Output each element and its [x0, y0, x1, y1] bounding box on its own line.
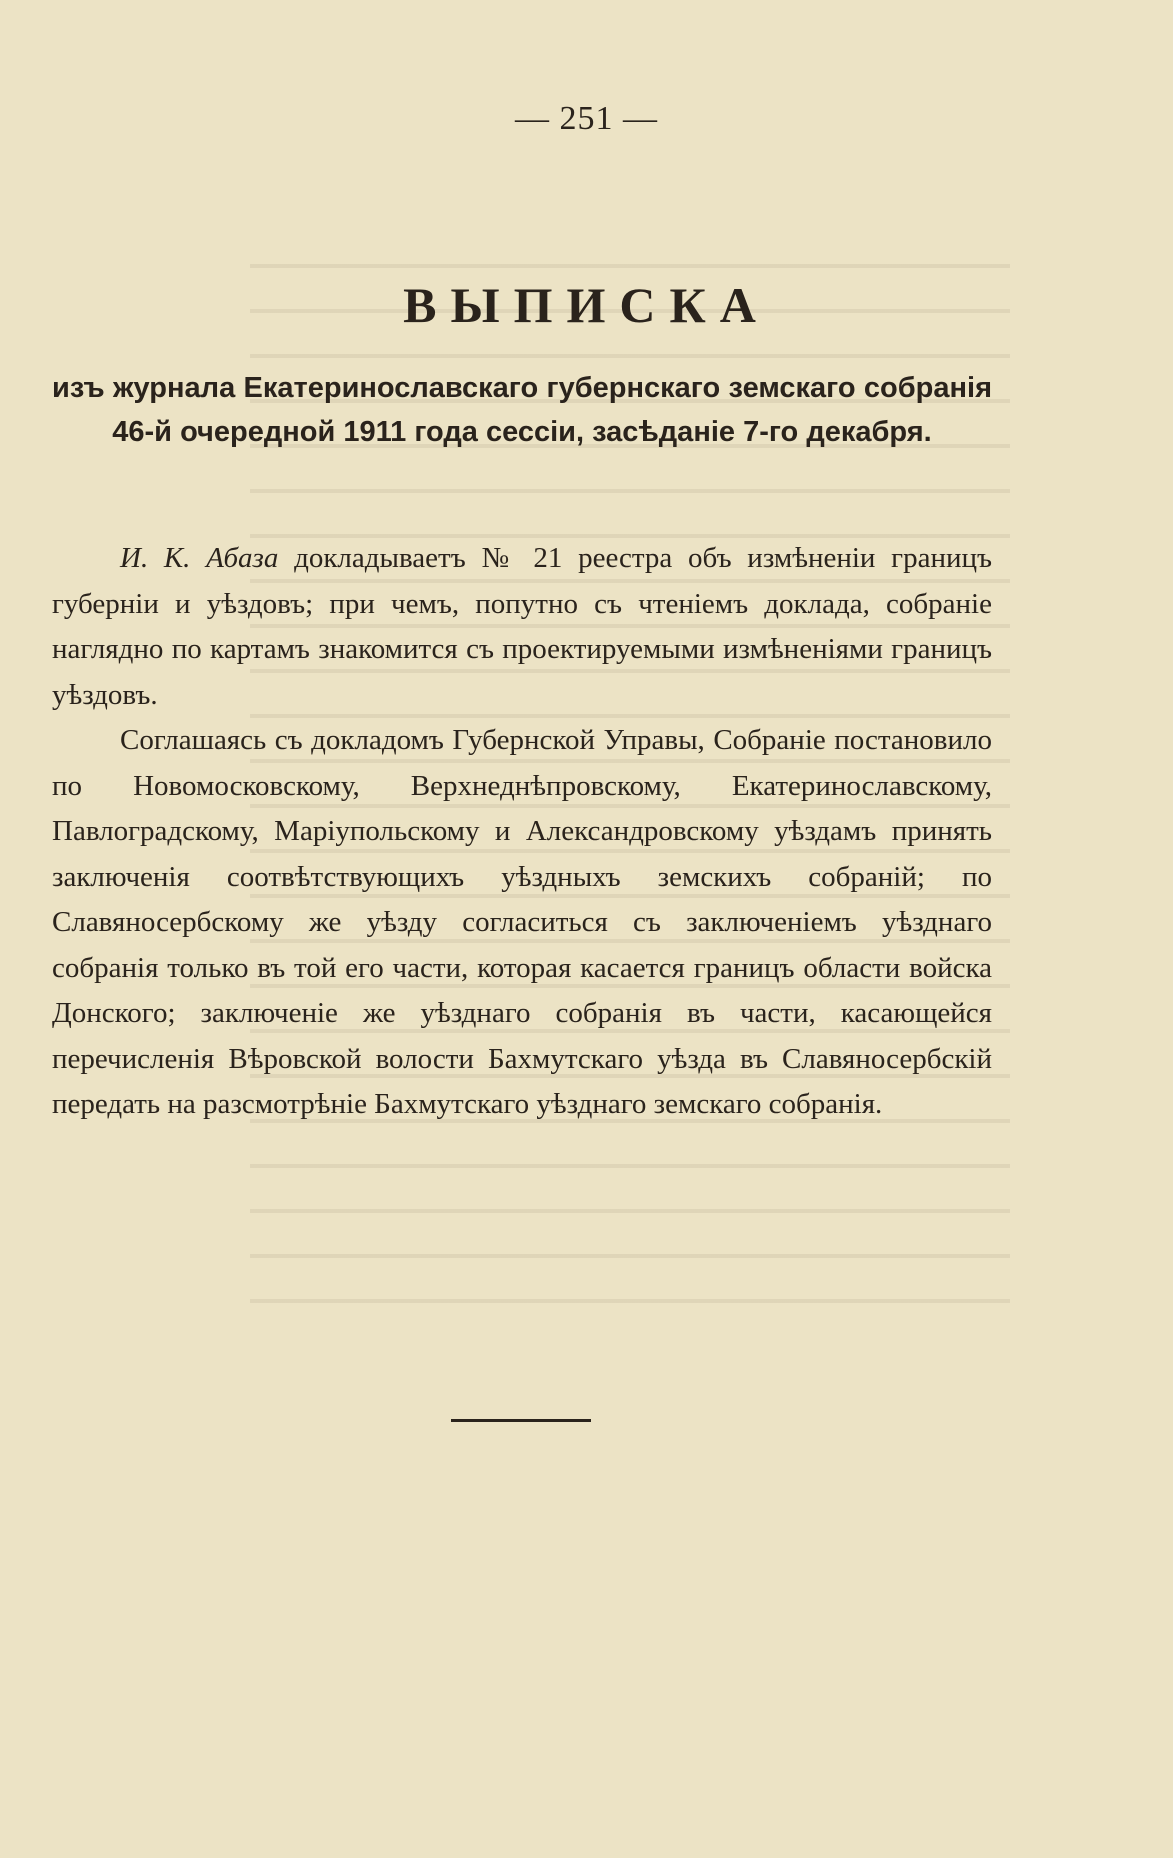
- document-body: [52, 536, 992, 1128]
- document-subtitle: изъ журнала Екатеринославскаго губернскаго земскаго собранія 46-й очередной 1911 года сессіи, засѣданіе 7-го декабря.: [52, 372, 992, 448]
- paragraph-2: Соглашаясь съ докладомъ Губернской Управы, Собраніе постановило по Новомосковскому, Верхнеднѣпровскому, Екатеринославскому, Павлоградскому, Маріупольскому и Александровскому уѣздамъ принять заключенія соотвѣтствующихъ уѣздныхъ земскихъ собраній; по Славяносербскому же уѣзду согласиться съ заключеніемъ уѣзднаго собранія только въ той его части, которая касается границъ области войска Донского; заключеніе же уѣзднаго собранія въ части, касающейся перечисленія Вѣровской волости Бахмутскаго уѣзда въ Славяносербскій передать на разсмотрѣніе Бахмутскаго уѣзднаго земскаго собранія.: [52, 724, 992, 1120]
- document-title: ВЫПИСКА: [403, 277, 770, 333]
- paragraph-1-text: докладываетъ № 21 реестра объ измѣненіи границъ губерніи и уѣздовъ; при чемъ, попутно съ чтеніемъ доклада, собраніе наглядно по картамъ знакомится съ проектируемыми измѣненіями границъ уѣздовъ.: [52, 542, 992, 711]
- closing-rule: [451, 1419, 591, 1422]
- paragraph-1: [52, 536, 992, 718]
- speaker-name: И. К. Абаза: [120, 542, 279, 574]
- page-number: — 251 —: [515, 100, 658, 137]
